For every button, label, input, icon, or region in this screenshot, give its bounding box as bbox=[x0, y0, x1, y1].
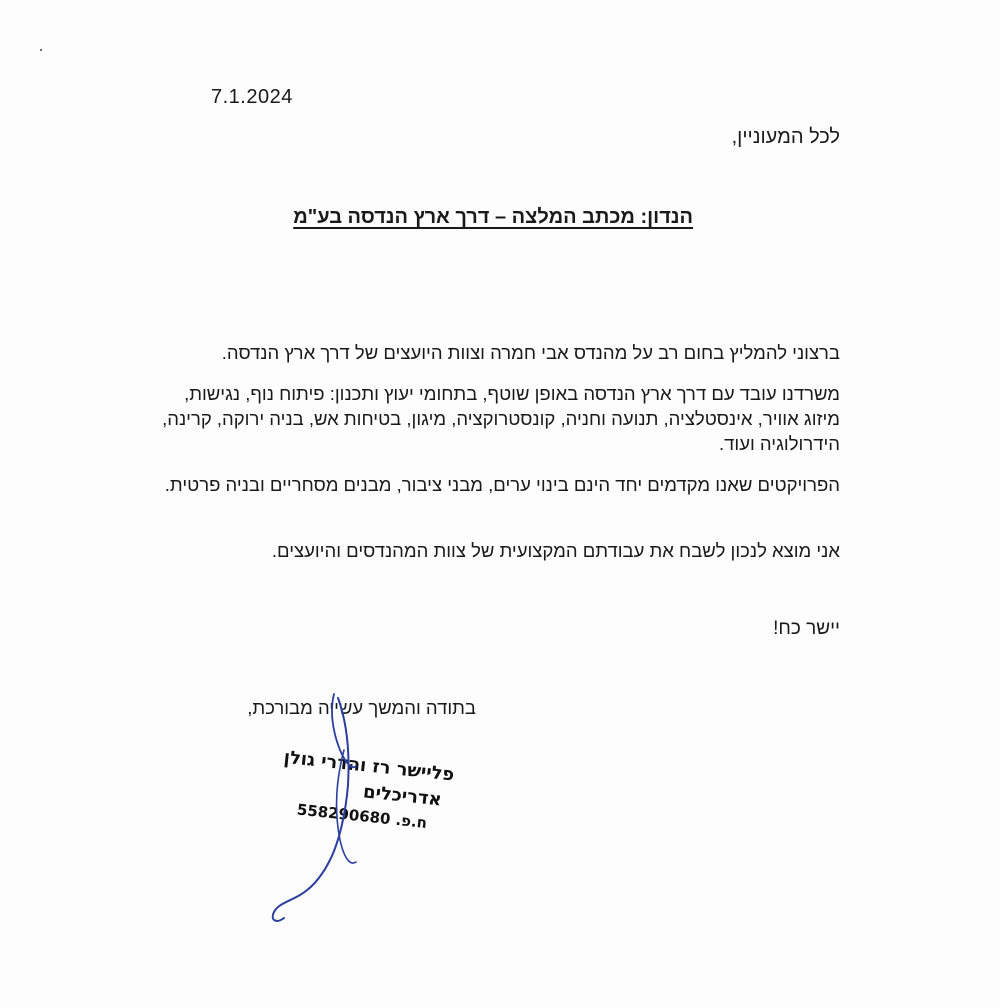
scan-speck bbox=[40, 49, 42, 51]
salutation: לכל המעוניין, bbox=[731, 126, 840, 148]
letter-date: 7.1.2024 bbox=[211, 86, 293, 108]
company-stamp bbox=[265, 746, 456, 874]
paragraph-recommendation: ברצוני להמליץ בחום רב על מהנדס אבי חמרה וצוות היועצים של דרך ארץ הנדסה. bbox=[221, 342, 840, 363]
subject-line: הנדון: מכתב המלצה – דרך ארץ הנדסה בע"מ bbox=[293, 206, 693, 228]
paragraph-services: משרדנו עובד עם דרך ארץ הנדסה באופן שוטף, בתחומי יעוץ ותכנון: פיתוח נוף, נגישות, מיזוג אוויר, אינסטלציה, תנועה וחניה, קונסטרוקציה, מיגון, בטיחות אש, בניה ירוקה, קרינה, הידרולוגיה ועוד. bbox=[162, 383, 840, 454]
stamp-profession: אדריכלים bbox=[362, 781, 443, 811]
stamp-company-id: ח.פ. 558290680 bbox=[296, 800, 428, 833]
closing-line: יישר כח! bbox=[773, 618, 840, 639]
regards-line: בתודה והמשך עשייה מבורכת, bbox=[247, 697, 476, 718]
paragraph-praise: אני מוצא לנכון לשבח את עבודתם המקצועית של צוות המהנדסים והיועצים. bbox=[271, 540, 840, 561]
stamp-company-name: פליישר רז והדרי גולן bbox=[282, 746, 456, 786]
paragraph-projects: הפרויקטים שאנו מקדמים יחד הינם בינוי ערים, מבני ציבור, מבנים מסחריים ובניה פרטית. bbox=[164, 474, 840, 495]
